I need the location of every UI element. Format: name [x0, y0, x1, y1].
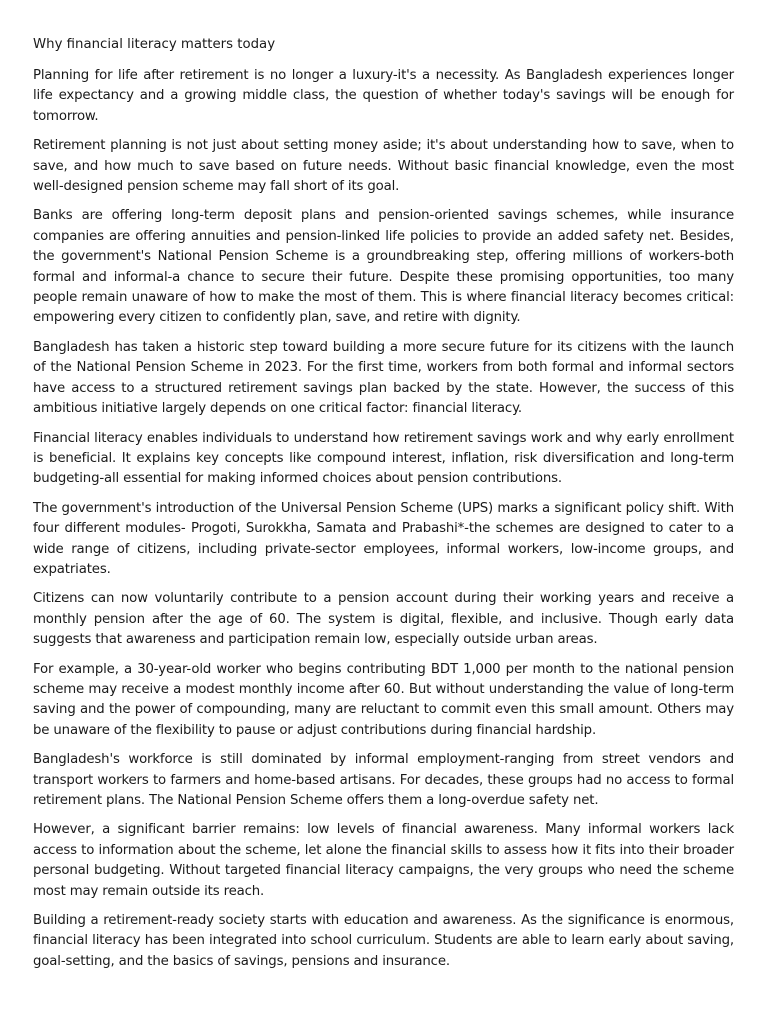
paragraph: However, a significant barrier remains: low levels of financial awareness. Many informal workers lack access to information about the scheme, let alone the financial skills to assess how it fits into their broader personal budgeting. Without targeted financial literacy campaigns, the very groups who need the scheme most may remain outside its reach. [33, 822, 734, 899]
paragraph: The government's introduction of the Universal Pension Scheme (UPS) marks a significant policy shift. With four different modules- Progoti, Surokkha, Samata and Prabashi*-the schemes are designed to cater to a wide range of citizens, including private-sector employees, informal workers, low-income groups, and expatriates. [33, 500, 734, 577]
paragraph: For example, a 30-year-old worker who begins contributing BDT 1,000 per month to the national pension scheme may receive a modest monthly income after 60. But without understanding the value of long-term saving and the power of compounding, many are reluctant to commit even this small amount. Others may be unaware of the flexibility to pause or adjust contributions during financial hardship. [33, 661, 734, 738]
article-title: Why financial literacy matters today [33, 37, 276, 52]
paragraph: Planning for life after retirement is no longer a luxury-it's a necessity. As Bangladesh experiences longer life expectancy and a growing middle class, the question of whether today's savings will be enough for tomorrow. [33, 68, 734, 124]
paragraph: Financial literacy enables individuals to understand how retirement savings work and why early enrollment is beneficial. It explains key concepts like compound interest, inflation, risk diversification and long-term budgeting-all essential for making informed choices about pension contributions. [33, 430, 734, 487]
paragraph: Banks are offering long-term deposit plans and pension-oriented savings schemes, while insurance companies are offering annuities and pension-linked life policies to provide an added safety net. Besides, the government's National Pension Scheme is a groundbreaking step, offering millions of workers-both formal and informal-a chance to secure their future. Despite these promising opportunities, too many people remain unaware of how to make the most of them. This is where financial literacy becomes critical: empowering every citizen to confidently plan, save, and retire with dignity. [33, 208, 734, 326]
paragraph: Bangladesh's workforce is still dominated by informal employment-ranging from street vendors and transport workers to farmers and home-based artisans. For decades, these groups had no access to formal retirement plans. The National Pension Scheme offers them a long-overdue safety net. [33, 752, 734, 808]
paragraph: Retirement planning is not just about setting money aside; it's about understanding how to save, when to save, and how much to save based on future needs. Without basic financial knowledge, even the most well-designed pension scheme may fall short of its goal. [33, 138, 734, 195]
paragraph: Building a retirement-ready society starts with education and awareness. As the significance is enormous, financial literacy has been integrated into school curriculum. Students are able to learn early about saving, goal-setting, and the basics of savings, pensions and insurance. [33, 913, 734, 969]
paragraph: Bangladesh has taken a historic step toward building a more secure future for its citizens with the launch of the National Pension Scheme in 2023. For the first time, workers from both formal and informal sectors have access to a structured retirement savings plan backed by the state. However, the success of this ambitious initiative largely depends on one critical factor: financial literacy. [33, 339, 734, 417]
article [33, 36, 734, 981]
paragraph: Citizens can now voluntarily contribute to a pension account during their working years and receive a monthly pension after the age of 60. The system is digital, flexible, and inclusive. Though early data suggests that awareness and participation remain low, especially outside urban areas. [33, 591, 734, 648]
